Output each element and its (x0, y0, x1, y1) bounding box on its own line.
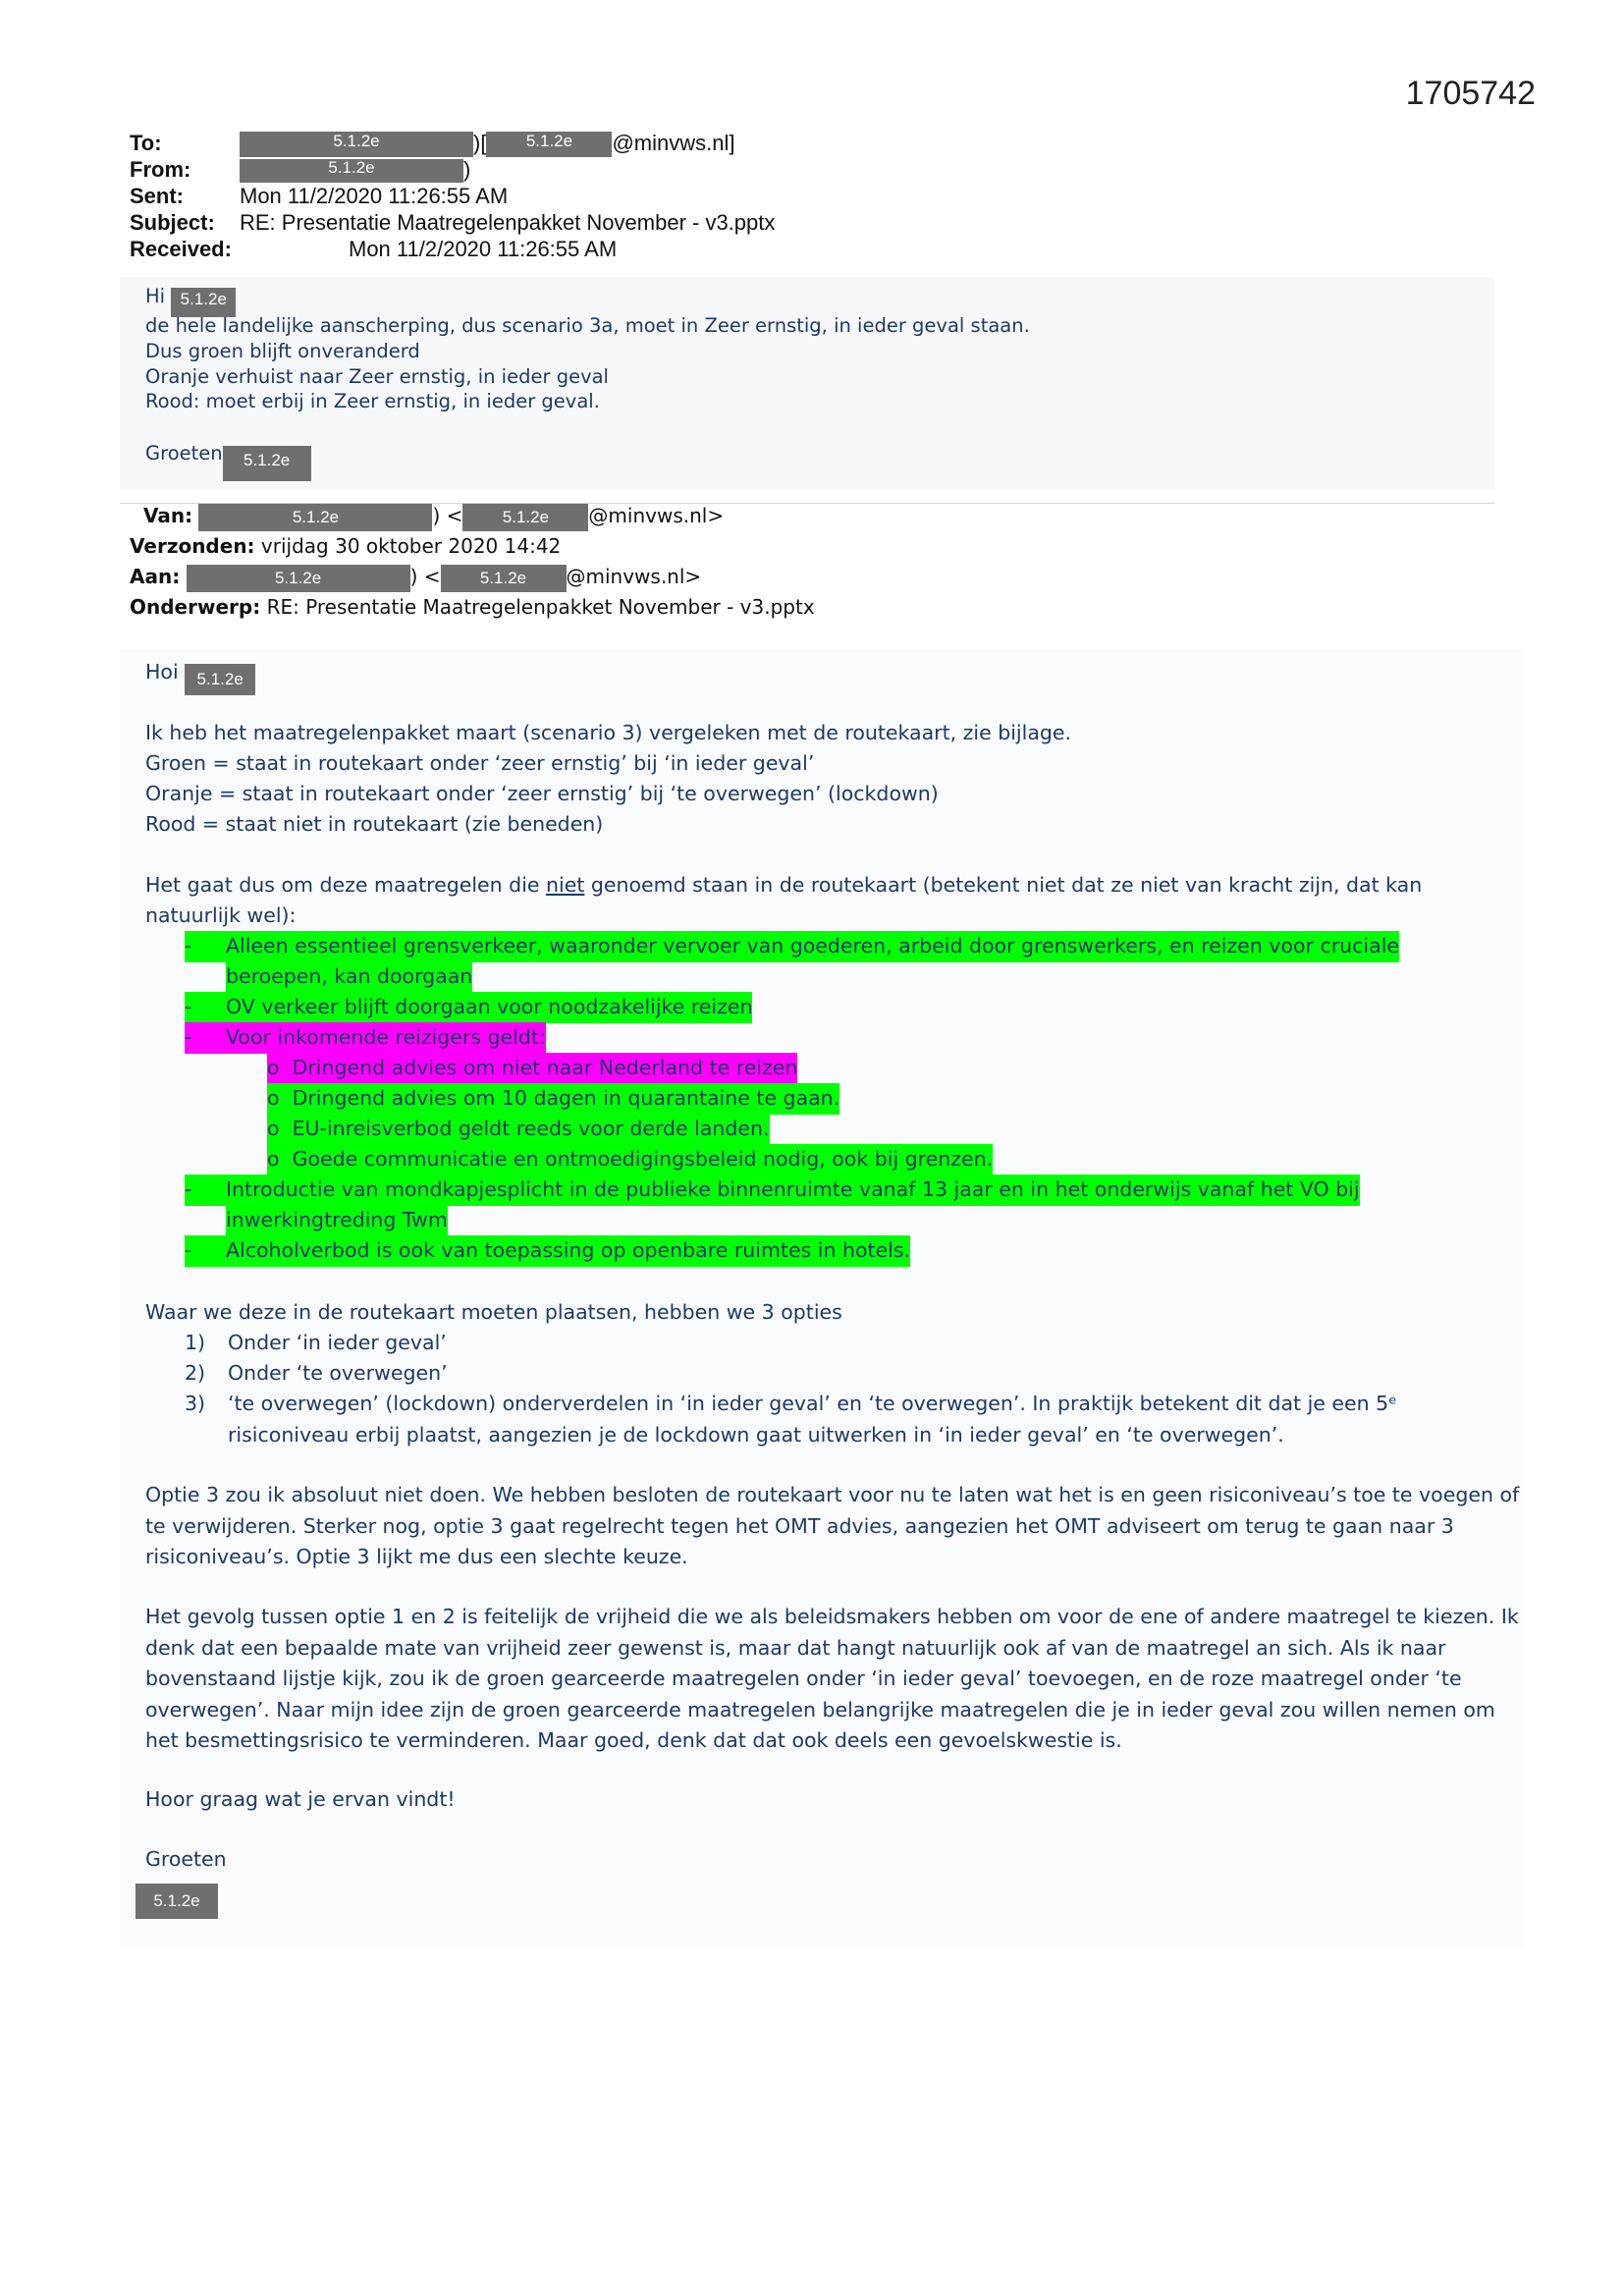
bullet-continuation: inwerkingtreding Twm (120, 1205, 1524, 1236)
option-text: ‘te overwegen’ (lockdown) onderverdelen in ‘in ieder geval’ en ‘te overwegen’. In praktijk betekent dit dat je een 5ᵉ risiconiveau erbij plaatst, aangezien je de lockdown gaat uitwerken in ‘in ieder geval’ en ‘te overwegen’. (228, 1392, 1397, 1447)
sub-bullet-text: Goede communicatie en ontmoedigingsbeleid nodig, ook bij grenzen. (292, 1147, 994, 1171)
bullet-item (120, 931, 1524, 962)
bullet-dash: - (185, 1175, 226, 1206)
redaction-box: 5.1.2e (198, 504, 432, 531)
bullet-item (120, 1235, 1524, 1267)
bullet-item (120, 1175, 1524, 1206)
verzonden-value: vrijdag 30 oktober 2020 14:42 (260, 534, 562, 558)
subject-label: Subject: (130, 210, 215, 235)
reply-signoff: Groeten 5.1.2e (145, 442, 311, 481)
bullet-text: Introductie van mondkapjesplicht in de publieke binnenruimte vanaf 13 jaar en in het onderwijs vanaf het VO bij (226, 1175, 1360, 1206)
sub-bullet-marker: o (267, 1147, 280, 1171)
bullet-dash: - (185, 992, 226, 1023)
bullet-text: Alleen essentieel grensverkeer, waaronder vervoer van goederen, arbeid door grenswerkers, en reizen voor cruciale (226, 931, 1399, 962)
to-domain: @minvws.nl] (612, 131, 735, 155)
sub-bullet-item (120, 1083, 1524, 1115)
bullet-dash: - (185, 1235, 226, 1267)
redaction-box: 5.1.2e (240, 159, 463, 183)
van-row: Van: 5.1.2e ) < 5.1.2e @minvws.nl> (130, 501, 815, 531)
signature (135, 1884, 218, 1919)
sub-bullet-marker: o (267, 1086, 280, 1110)
reply-line: Dus groen blijft onveranderd (145, 340, 420, 362)
sub-bullet-item (120, 1053, 1524, 1084)
van-domain: @minvws.nl> (588, 504, 725, 527)
message-body (120, 650, 1524, 1948)
sub-bullet-item (120, 1114, 1524, 1145)
verzonden-row (130, 531, 815, 562)
redaction-box: 5.1.2e (185, 664, 255, 695)
redaction-box: 5.1.2e (135, 1884, 218, 1919)
sub-bullet-item (120, 1144, 1524, 1175)
options-intro: Waar we deze in de routekaart moeten plaatsen, hebben we 3 opties (145, 1300, 842, 1324)
received-label: Received: (130, 237, 232, 261)
onderwerp-row (130, 592, 815, 623)
onderwerp-value: RE: Presentatie Maatregelenpakket November - v3.pptx (266, 595, 815, 619)
reply-greeting-line: Hi 5.1.2e (145, 285, 236, 317)
reply-line: Rood: moet erbij in Zeer ernstig, in ieder geval. (145, 390, 600, 412)
intro-line: Oranje = staat in routekaart onder ‘zeer ernstig’ bij ‘te overwegen’ (lockdown) (145, 782, 939, 805)
sub-bullet-text: EU-inreisverbod geldt reeds voor derde landen. (292, 1117, 770, 1140)
option-text: Onder ‘in ieder geval’ (228, 1331, 447, 1354)
option-number: 2) (185, 1361, 206, 1385)
redaction-box: 5.1.2e (171, 288, 236, 317)
bullet-item (120, 992, 1524, 1023)
sent-value: Mon 11/2/2020 11:26:55 AM (240, 184, 509, 208)
redaction-box: 5.1.2e (462, 504, 588, 531)
sub-bullet-text: Dringend advies om 10 dagen in quarantaine te gaan. (292, 1086, 840, 1110)
intro-line: Groen = staat in routekaart onder ‘zeer ernstig’ bij ‘in ieder geval’ (145, 751, 815, 775)
bullet-dash: - (185, 1022, 226, 1054)
redaction-box: 5.1.2e (187, 565, 410, 592)
bullet-text: Alcoholverbod is ook van toepassing op openbare ruimtes in hotels. (226, 1235, 910, 1267)
bullet-text: OV verkeer blijft doorgaan voor noodzakelijke reizen (226, 992, 752, 1023)
reply-line: Oranje verhuist naar Zeer ernstig, in ieder geval (145, 365, 609, 388)
bullet-continuation: beroepen, kan doorgaan (120, 961, 1524, 993)
verzonden-label: Verzonden: (130, 534, 255, 558)
sub-bullet-marker: o (267, 1056, 280, 1079)
option-number: 3) (185, 1392, 206, 1415)
paragraph: Het gevolg tussen optie 1 en 2 is feitelijk de vrijheid die we als beleidsmakers hebben om voor de ene of andere maatregel te kiezen. Ik denk dat een bepaalde mate van vrijheid zeer gewenst is, maar dat hangt natuurlijk ook af van de maatregel an sich. Als ik naar bovenstaand lijstje kijk, zou ik de groen gearceerde maatregelen onder ‘in ieder geval’ toevoegen, en de roze maatregel onder ‘te overwegen’. Naar mijn idee zijn de groen gearceerde maatregelen belangrijke maatregelen die je in ieder geval zou willen nemen om het besmettingsrisico te verminderen. Maar goed, denk dat dat ook deels een gevoelskwestie is. (145, 1605, 1519, 1752)
closing-line: Hoor graag wat je ervan vindt! (145, 1787, 456, 1811)
paragraph-line: Het gaat dus om deze maatregelen die niet genoemd staan in de routekaart (betekent niet dat ze niet van kracht zijn, dat kan (145, 873, 1423, 897)
from-label: From: (130, 157, 191, 182)
sub-bullet-marker: o (267, 1117, 280, 1140)
reply-line: de hele landelijke aanscherping, dus scenario 3a, moet in Zeer ernstig, in ieder geval staan. (145, 314, 1030, 337)
option-number: 1) (185, 1331, 206, 1354)
aan-label: Aan: (130, 565, 181, 588)
intro-line: Ik heb het maatregelenpakket maart (scenario 3) vergeleken met de routekaart, zie bijlage. (145, 721, 1072, 744)
aan-domain: @minvws.nl> (566, 565, 702, 588)
redaction-box: 5.1.2e (240, 132, 473, 157)
underlined-word: niet (546, 873, 585, 897)
document-number: 1705742 (1405, 75, 1536, 112)
bullet-text: Voor inkomende reizigers geldt: (226, 1022, 546, 1054)
body-greeting: Hoi 5.1.2e (145, 660, 255, 695)
option-text: Onder ‘te overwegen’ (228, 1361, 448, 1385)
intro-line: Rood = staat niet in routekaart (zie beneden) (145, 812, 604, 836)
bullet-item (120, 1022, 1524, 1054)
paragraph: Optie 3 zou ik absoluut niet doen. We hebben besloten de routekaart voor nu te laten wat het is en geen risiconiveau’s toe te voegen of te verwijderen. Sterker nog, optie 3 gaat regelrecht tegen het OMT advies, aangezien het OMT adviseert om terug te gaan naar 3 risiconiveau’s. Optie 3 lijkt me dus een slechte keuze. (145, 1483, 1520, 1568)
received-value: Mon 11/2/2020 11:26:55 AM (349, 237, 618, 261)
redaction-box: 5.1.2e (441, 565, 567, 592)
sent-label: Sent: (130, 184, 184, 208)
forwarded-header (130, 501, 815, 623)
van-label: Van: (143, 504, 193, 527)
body-signoff: Groeten (145, 1847, 227, 1871)
paragraph-line: natuurlijk wel): (145, 903, 297, 927)
bullet-dash: - (185, 931, 226, 962)
aan-row: Aan: 5.1.2e ) < 5.1.2e @minvws.nl> (130, 562, 815, 592)
reply-message (120, 277, 1494, 489)
sub-bullet-text: Dringend advies om niet naar Nederland te reizen (292, 1056, 798, 1079)
redaction-box: 5.1.2e (486, 132, 612, 157)
onderwerp-label: Onderwerp: (130, 595, 261, 619)
to-label: To: (130, 131, 162, 155)
subject-value: RE: Presentatie Maatregelenpakket November - v3.pptx (240, 210, 776, 235)
redaction-box: 5.1.2e (223, 446, 311, 481)
